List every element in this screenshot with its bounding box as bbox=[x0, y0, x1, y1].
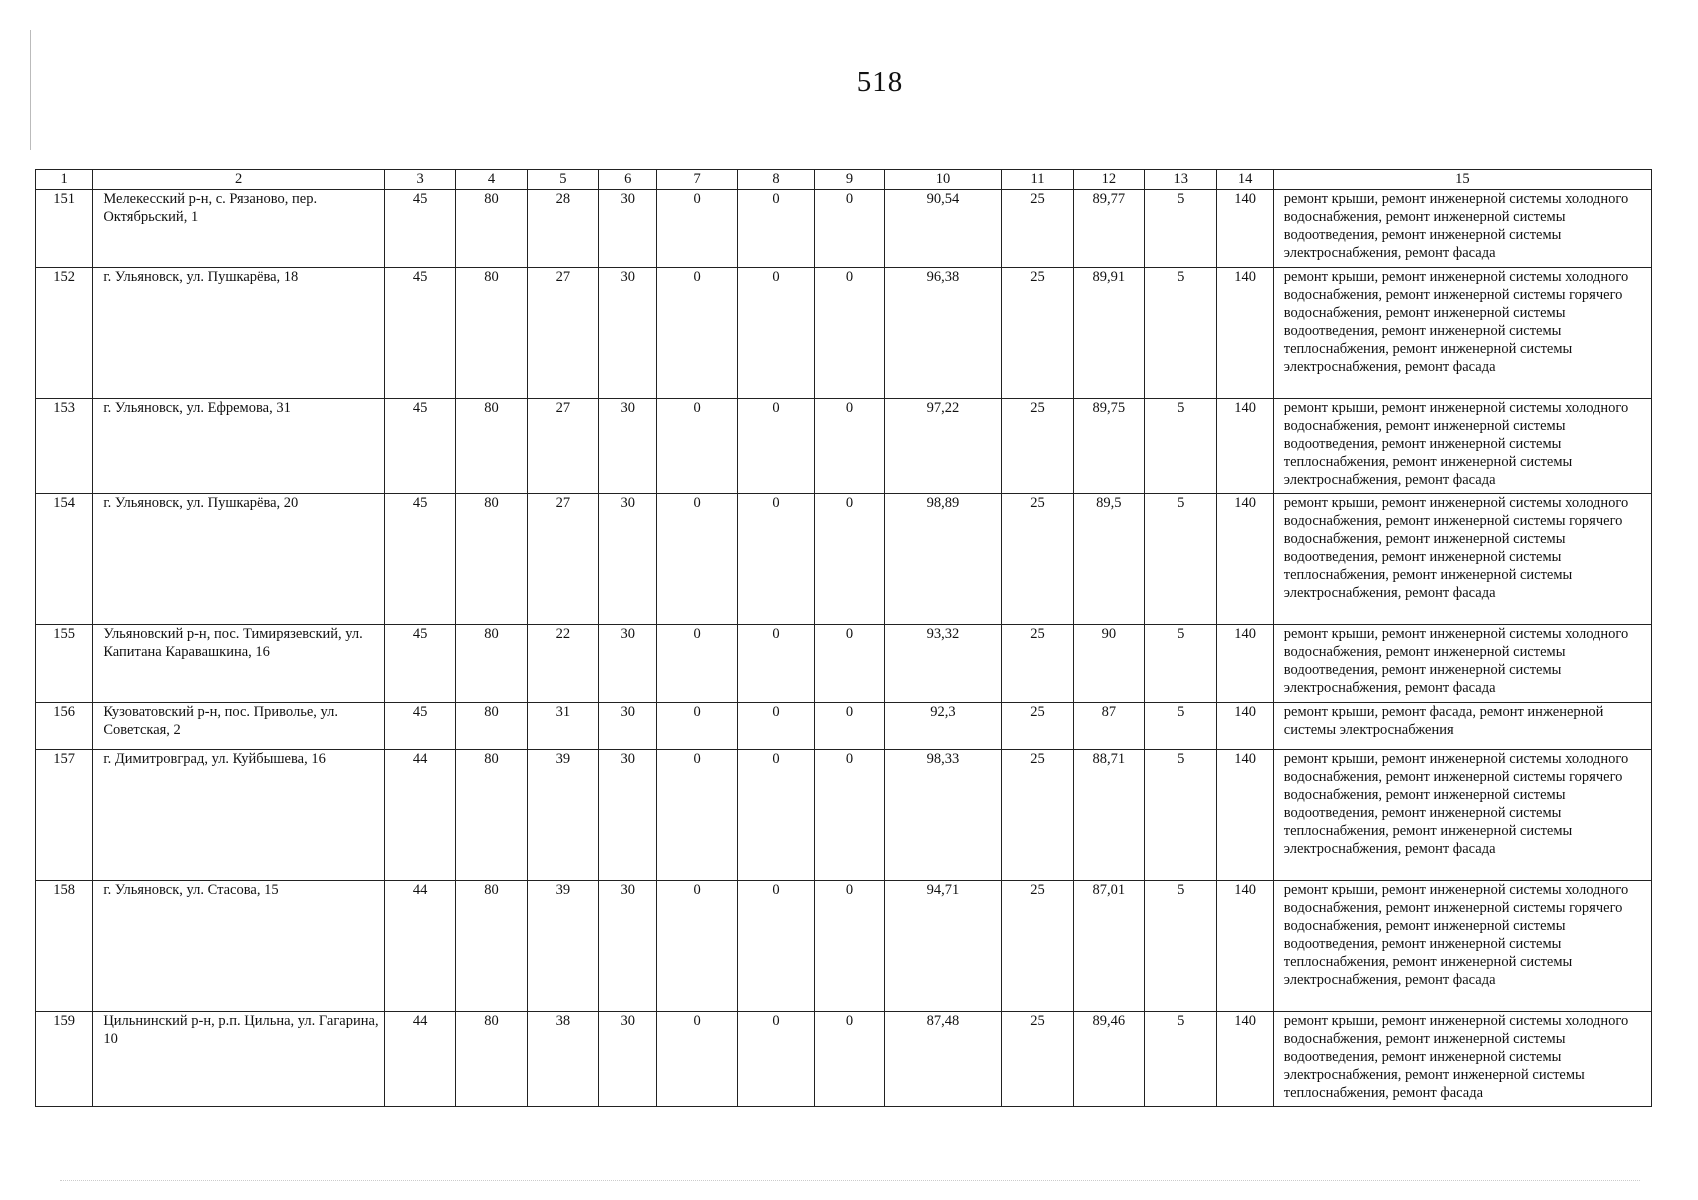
value-cell: 25 bbox=[1002, 268, 1073, 399]
row-number-cell: 159 bbox=[36, 1012, 93, 1107]
value-cell: 0 bbox=[815, 494, 884, 625]
value-cell: 93,32 bbox=[884, 625, 1002, 703]
value-cell: 45 bbox=[384, 268, 455, 399]
value-cell: 140 bbox=[1217, 1012, 1273, 1107]
value-cell: 5 bbox=[1145, 494, 1217, 625]
value-cell: 45 bbox=[384, 399, 455, 494]
value-cell: 80 bbox=[456, 399, 527, 494]
value-cell: 5 bbox=[1145, 625, 1217, 703]
value-cell: 0 bbox=[657, 703, 737, 750]
value-cell: 5 bbox=[1145, 190, 1217, 268]
value-cell: 80 bbox=[456, 881, 527, 1012]
table-row bbox=[36, 1012, 1652, 1107]
column-header: 5 bbox=[527, 170, 598, 190]
value-cell: 25 bbox=[1002, 625, 1073, 703]
address-cell: г. Ульяновск, ул. Пушкарёва, 18 bbox=[93, 268, 385, 399]
value-cell: 140 bbox=[1217, 494, 1273, 625]
value-cell: 45 bbox=[384, 494, 455, 625]
column-header: 7 bbox=[657, 170, 737, 190]
column-header: 10 bbox=[884, 170, 1002, 190]
value-cell: 0 bbox=[815, 703, 884, 750]
value-cell: 44 bbox=[384, 1012, 455, 1107]
value-cell: 80 bbox=[456, 190, 527, 268]
scan-footer-line bbox=[60, 1180, 1640, 1182]
column-header: 15 bbox=[1273, 170, 1651, 190]
value-cell: 0 bbox=[737, 625, 814, 703]
value-cell: 80 bbox=[456, 703, 527, 750]
page-number: 518 bbox=[856, 66, 904, 98]
column-header: 1 bbox=[36, 170, 93, 190]
value-cell: 0 bbox=[737, 494, 814, 625]
value-cell: 38 bbox=[527, 1012, 598, 1107]
value-cell: 0 bbox=[657, 268, 737, 399]
value-cell: 88,71 bbox=[1073, 750, 1144, 881]
value-cell: 87,01 bbox=[1073, 881, 1144, 1012]
column-header: 12 bbox=[1073, 170, 1144, 190]
value-cell: 97,22 bbox=[884, 399, 1002, 494]
table-row bbox=[36, 881, 1652, 1012]
value-cell: 94,71 bbox=[884, 881, 1002, 1012]
value-cell: 30 bbox=[599, 750, 657, 881]
repair-works-cell: ремонт крыши, ремонт инженерной системы холодного водоснабжения, ремонт инженерной системы горячего водоснабжения, ремонт инженерной системы водоотведения, ремонт инженерной системы теплоснабжения, ремонт инженерной системы электроснабжения, ремонт фасада bbox=[1273, 750, 1651, 881]
value-cell: 0 bbox=[657, 1012, 737, 1107]
value-cell: 27 bbox=[527, 399, 598, 494]
value-cell: 0 bbox=[657, 625, 737, 703]
value-cell: 25 bbox=[1002, 1012, 1073, 1107]
address-cell: г. Димитровград, ул. Куйбышева, 16 bbox=[93, 750, 385, 881]
value-cell: 140 bbox=[1217, 750, 1273, 881]
value-cell: 30 bbox=[599, 399, 657, 494]
column-header: 2 bbox=[93, 170, 385, 190]
value-cell: 90,54 bbox=[884, 190, 1002, 268]
value-cell: 30 bbox=[599, 703, 657, 750]
value-cell: 31 bbox=[527, 703, 598, 750]
value-cell: 0 bbox=[815, 268, 884, 399]
value-cell: 27 bbox=[527, 268, 598, 399]
value-cell: 92,3 bbox=[884, 703, 1002, 750]
value-cell: 140 bbox=[1217, 625, 1273, 703]
table-row bbox=[36, 750, 1652, 881]
address-cell: Цильнинский р-н, р.п. Цильна, ул. Гагарина, 10 bbox=[93, 1012, 385, 1107]
value-cell: 0 bbox=[815, 625, 884, 703]
repair-works-cell: ремонт крыши, ремонт инженерной системы холодного водоснабжения, ремонт инженерной системы водоотведения, ремонт инженерной системы электроснабжения, ремонт фасада bbox=[1273, 625, 1651, 703]
value-cell: 80 bbox=[456, 494, 527, 625]
repair-works-cell: ремонт крыши, ремонт инженерной системы холодного водоснабжения, ремонт инженерной системы горячего водоснабжения, ремонт инженерной системы водоотведения, ремонт инженерной системы теплоснабжения, ремонт инженерной системы электроснабжения, ремонт фасада bbox=[1273, 268, 1651, 399]
value-cell: 80 bbox=[456, 1012, 527, 1107]
table-row bbox=[36, 399, 1652, 494]
value-cell: 5 bbox=[1145, 268, 1217, 399]
value-cell: 80 bbox=[456, 750, 527, 881]
value-cell: 80 bbox=[456, 268, 527, 399]
row-number-cell: 154 bbox=[36, 494, 93, 625]
value-cell: 25 bbox=[1002, 703, 1073, 750]
repair-works-cell: ремонт крыши, ремонт инженерной системы холодного водоснабжения, ремонт инженерной системы водоотведения, ремонт инженерной системы теплоснабжения, ремонт инженерной системы электроснабжения, ремонт фасада bbox=[1273, 399, 1651, 494]
value-cell: 87 bbox=[1073, 703, 1144, 750]
value-cell: 30 bbox=[599, 1012, 657, 1107]
value-cell: 89,77 bbox=[1073, 190, 1144, 268]
value-cell: 140 bbox=[1217, 881, 1273, 1012]
row-number-cell: 153 bbox=[36, 399, 93, 494]
value-cell: 5 bbox=[1145, 399, 1217, 494]
value-cell: 96,38 bbox=[884, 268, 1002, 399]
value-cell: 0 bbox=[815, 399, 884, 494]
repair-works-cell: ремонт крыши, ремонт инженерной системы холодного водоснабжения, ремонт инженерной системы водоотведения, ремонт инженерной системы электроснабжения, ремонт фасада bbox=[1273, 190, 1651, 268]
value-cell: 0 bbox=[737, 268, 814, 399]
table-row bbox=[36, 703, 1652, 750]
value-cell: 140 bbox=[1217, 399, 1273, 494]
row-number-cell: 158 bbox=[36, 881, 93, 1012]
value-cell: 45 bbox=[384, 703, 455, 750]
table-row bbox=[36, 190, 1652, 268]
value-cell: 30 bbox=[599, 494, 657, 625]
value-cell: 45 bbox=[384, 190, 455, 268]
address-cell: Кузоватовский р-н, пос. Приволье, ул. Советская, 2 bbox=[93, 703, 385, 750]
value-cell: 0 bbox=[737, 190, 814, 268]
value-cell: 140 bbox=[1217, 190, 1273, 268]
repair-works-cell: ремонт крыши, ремонт фасада, ремонт инженерной системы электроснабжения bbox=[1273, 703, 1651, 750]
value-cell: 25 bbox=[1002, 750, 1073, 881]
value-cell: 39 bbox=[527, 750, 598, 881]
value-cell: 87,48 bbox=[884, 1012, 1002, 1107]
column-header: 3 bbox=[384, 170, 455, 190]
value-cell: 0 bbox=[737, 750, 814, 881]
value-cell: 0 bbox=[815, 881, 884, 1012]
value-cell: 0 bbox=[737, 703, 814, 750]
column-header: 13 bbox=[1145, 170, 1217, 190]
value-cell: 25 bbox=[1002, 881, 1073, 1012]
address-cell: г. Ульяновск, ул. Стасова, 15 bbox=[93, 881, 385, 1012]
value-cell: 0 bbox=[737, 399, 814, 494]
value-cell: 89,91 bbox=[1073, 268, 1144, 399]
value-cell: 5 bbox=[1145, 750, 1217, 881]
value-cell: 30 bbox=[599, 268, 657, 399]
value-cell: 30 bbox=[599, 881, 657, 1012]
table-row bbox=[36, 625, 1652, 703]
value-cell: 89,75 bbox=[1073, 399, 1144, 494]
value-cell: 44 bbox=[384, 881, 455, 1012]
column-header: 8 bbox=[737, 170, 814, 190]
value-cell: 25 bbox=[1002, 190, 1073, 268]
row-number-cell: 152 bbox=[36, 268, 93, 399]
value-cell: 80 bbox=[456, 625, 527, 703]
column-header: 11 bbox=[1002, 170, 1073, 190]
value-cell: 0 bbox=[815, 1012, 884, 1107]
value-cell: 0 bbox=[657, 399, 737, 494]
column-header: 4 bbox=[456, 170, 527, 190]
value-cell: 25 bbox=[1002, 399, 1073, 494]
column-header: 6 bbox=[599, 170, 657, 190]
capital-repair-table bbox=[35, 169, 1652, 1107]
repair-works-cell: ремонт крыши, ремонт инженерной системы холодного водоснабжения, ремонт инженерной системы горячего водоснабжения, ремонт инженерной системы водоотведения, ремонт инженерной системы теплоснабжения, ремонт инженерной системы электроснабжения, ремонт фасада bbox=[1273, 494, 1651, 625]
value-cell: 0 bbox=[815, 750, 884, 881]
value-cell: 140 bbox=[1217, 703, 1273, 750]
value-cell: 0 bbox=[657, 494, 737, 625]
table-body bbox=[36, 190, 1652, 1107]
value-cell: 89,5 bbox=[1073, 494, 1144, 625]
value-cell: 140 bbox=[1217, 268, 1273, 399]
table-row bbox=[36, 494, 1652, 625]
value-cell: 0 bbox=[657, 750, 737, 881]
value-cell: 0 bbox=[657, 881, 737, 1012]
value-cell: 28 bbox=[527, 190, 598, 268]
row-number-cell: 155 bbox=[36, 625, 93, 703]
value-cell: 30 bbox=[599, 190, 657, 268]
value-cell: 5 bbox=[1145, 703, 1217, 750]
value-cell: 5 bbox=[1145, 881, 1217, 1012]
value-cell: 22 bbox=[527, 625, 598, 703]
value-cell: 45 bbox=[384, 625, 455, 703]
row-number-cell: 156 bbox=[36, 703, 93, 750]
value-cell: 0 bbox=[657, 190, 737, 268]
address-cell: Ульяновский р-н, пос. Тимирязевский, ул. Капитана Каравашкина, 16 bbox=[93, 625, 385, 703]
row-number-cell: 151 bbox=[36, 190, 93, 268]
value-cell: 44 bbox=[384, 750, 455, 881]
address-cell: Мелекесский р-н, с. Рязаново, пер. Октябрьский, 1 bbox=[93, 190, 385, 268]
value-cell: 5 bbox=[1145, 1012, 1217, 1107]
value-cell: 0 bbox=[815, 190, 884, 268]
value-cell: 0 bbox=[737, 881, 814, 1012]
repair-works-cell: ремонт крыши, ремонт инженерной системы холодного водоснабжения, ремонт инженерной системы водоотведения, ремонт инженерной системы электроснабжения, ремонт инженерной системы теплоснабжения, ремонт фасада bbox=[1273, 1012, 1651, 1107]
value-cell: 98,89 bbox=[884, 494, 1002, 625]
repair-works-cell: ремонт крыши, ремонт инженерной системы холодного водоснабжения, ремонт инженерной системы горячего водоснабжения, ремонт инженерной системы водоотведения, ремонт инженерной системы теплоснабжения, ремонт инженерной системы электроснабжения, ремонт фасада bbox=[1273, 881, 1651, 1012]
row-number-cell: 157 bbox=[36, 750, 93, 881]
value-cell: 98,33 bbox=[884, 750, 1002, 881]
address-cell: г. Ульяновск, ул. Пушкарёва, 20 bbox=[93, 494, 385, 625]
column-number-row bbox=[36, 170, 1652, 190]
value-cell: 25 bbox=[1002, 494, 1073, 625]
value-cell: 30 bbox=[599, 625, 657, 703]
value-cell: 89,46 bbox=[1073, 1012, 1144, 1107]
column-header: 14 bbox=[1217, 170, 1273, 190]
address-cell: г. Ульяновск, ул. Ефремова, 31 bbox=[93, 399, 385, 494]
value-cell: 0 bbox=[737, 1012, 814, 1107]
value-cell: 27 bbox=[527, 494, 598, 625]
value-cell: 90 bbox=[1073, 625, 1144, 703]
value-cell: 39 bbox=[527, 881, 598, 1012]
column-header: 9 bbox=[815, 170, 884, 190]
table-row bbox=[36, 268, 1652, 399]
